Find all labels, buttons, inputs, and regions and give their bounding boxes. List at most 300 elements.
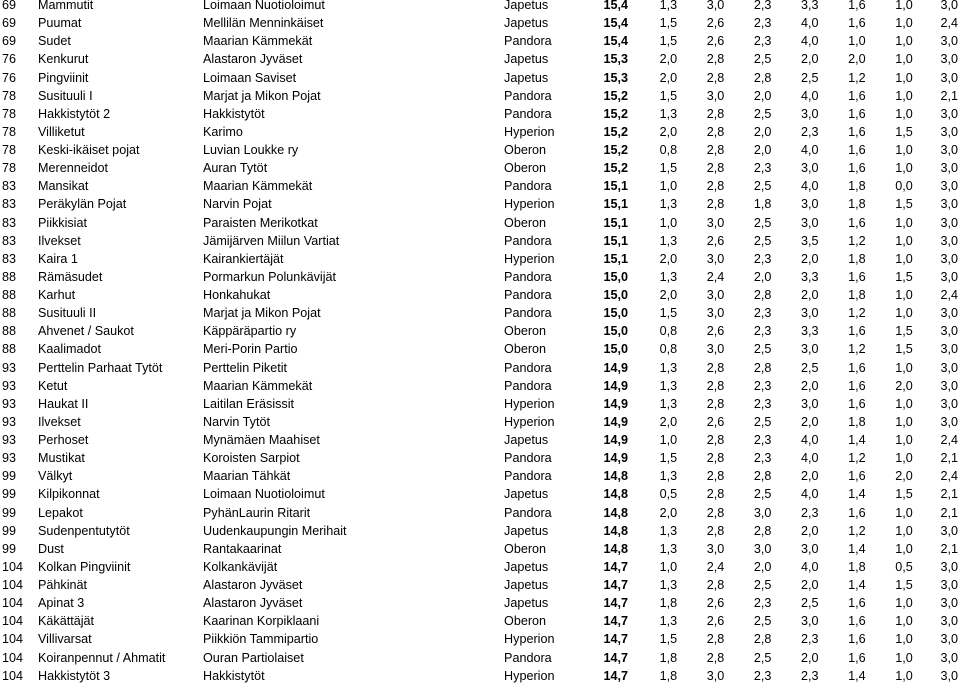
- rank-cell: 104: [2, 632, 24, 647]
- subcamp-cell: Pandora: [504, 360, 552, 375]
- team-name-cell: Perhoset: [38, 433, 89, 448]
- group-name-cell: Mellilän Menninkäiset: [203, 16, 324, 31]
- rank-cell: 93: [2, 451, 17, 466]
- score-cell-7: 3,0: [940, 269, 958, 284]
- score-cell-6: 1,0: [895, 414, 913, 429]
- score-cell-2: 2,8: [706, 487, 725, 502]
- group-name-cell: Käppäräpartio ry: [203, 324, 297, 339]
- score-cell-6: 2,0: [895, 469, 913, 484]
- score-cell-2: 3,0: [706, 541, 725, 556]
- subcamp-cell: Hyperion: [504, 414, 555, 429]
- group-name-cell: Piikkiön Tammipartio: [203, 632, 319, 647]
- score-cell-7: 3,0: [940, 215, 958, 230]
- score-cell-7: 2,1: [940, 541, 958, 556]
- score-cell-3: 2,3: [753, 433, 772, 448]
- score-cell-2: 3,0: [706, 342, 725, 357]
- score-cell-7: 3,0: [940, 197, 958, 212]
- team-name-cell: Villivarsat: [38, 632, 92, 647]
- team-name-cell: Sudenpentutytöt: [38, 523, 130, 538]
- rank-cell: 78: [2, 88, 17, 103]
- score-cell-7: 2,4: [940, 433, 958, 448]
- rank-cell: 93: [2, 396, 17, 411]
- score-cell-1: 2,0: [659, 124, 678, 139]
- score-cell-7: 3,0: [940, 143, 958, 158]
- score-cell-3: 2,3: [753, 451, 772, 466]
- total-score-cell: 15,1: [603, 215, 629, 230]
- team-name-cell: Kilpikonnat: [38, 487, 100, 502]
- score-cell-7: 3,0: [940, 342, 958, 357]
- score-cell-5: 1,0: [848, 34, 866, 49]
- score-cell-1: 1,5: [659, 88, 678, 103]
- score-cell-2: 2,8: [706, 505, 725, 520]
- total-score-cell: 14,8: [603, 541, 629, 556]
- score-cell-3: 2,8: [753, 288, 772, 303]
- score-cell-3: 2,3: [753, 0, 772, 13]
- score-cell-5: 1,6: [848, 469, 866, 484]
- table-row: [0, 340, 960, 358]
- total-score-cell: 15,2: [603, 88, 629, 103]
- score-cell-2: 2,8: [706, 143, 725, 158]
- score-cell-1: 1,3: [659, 269, 678, 284]
- score-cell-5: 1,6: [848, 632, 866, 647]
- score-cell-3: 2,5: [753, 578, 772, 593]
- total-score-cell: 14,7: [603, 668, 629, 683]
- group-name-cell: Kaarinan Korpiklaani: [203, 614, 320, 629]
- score-cell-1: 0,8: [659, 342, 678, 357]
- rank-cell: 83: [2, 197, 17, 212]
- score-cell-7: 3,0: [940, 70, 958, 85]
- score-cell-1: 0,8: [659, 324, 678, 339]
- score-cell-5: 1,2: [848, 342, 866, 357]
- team-name-cell: Koiranpennut / Ahmatit: [38, 650, 166, 665]
- group-name-cell: Marjat ja Mikon Pojat: [203, 88, 321, 103]
- table-row: [0, 0, 960, 14]
- table-row: [0, 467, 960, 485]
- subcamp-cell: Hyperion: [504, 668, 555, 683]
- total-score-cell: 14,7: [603, 559, 629, 574]
- subcamp-cell: Pandora: [504, 106, 552, 121]
- score-cell-7: 2,1: [940, 88, 958, 103]
- team-name-cell: Haukat II: [38, 396, 89, 411]
- team-name-cell: Kaalimadot: [38, 342, 102, 357]
- table-row: [0, 177, 960, 195]
- score-cell-2: 2,8: [706, 632, 725, 647]
- score-cell-6: 1,0: [895, 596, 913, 611]
- rank-cell: 69: [2, 0, 17, 13]
- team-name-cell: Pingviinit: [38, 70, 89, 85]
- group-name-cell: Uudenkaupungin Merihait: [203, 523, 347, 538]
- total-score-cell: 14,9: [603, 414, 629, 429]
- score-cell-7: 3,0: [940, 559, 958, 574]
- score-cell-6: 1,0: [895, 34, 913, 49]
- score-cell-4: 4,0: [801, 179, 819, 194]
- score-cell-1: 1,3: [659, 360, 678, 375]
- score-cell-6: 1,0: [895, 396, 913, 411]
- score-cell-4: 2,5: [801, 596, 819, 611]
- total-score-cell: 14,8: [603, 523, 629, 538]
- rank-cell: 83: [2, 233, 17, 248]
- score-cell-4: 4,0: [801, 433, 819, 448]
- score-cell-2: 2,4: [706, 559, 725, 574]
- rank-cell: 93: [2, 414, 17, 429]
- score-cell-1: 1,5: [659, 632, 678, 647]
- team-name-cell: Susituuli I: [38, 88, 93, 103]
- score-cell-3: 3,0: [753, 541, 772, 556]
- rank-cell: 104: [2, 596, 24, 611]
- score-cell-2: 2,8: [706, 578, 725, 593]
- score-cell-7: 2,1: [940, 487, 958, 502]
- subcamp-cell: Pandora: [504, 378, 552, 393]
- rank-cell: 99: [2, 487, 17, 502]
- table-row: [0, 69, 960, 87]
- score-cell-6: 1,0: [895, 360, 913, 375]
- table-row: [0, 522, 960, 540]
- score-cell-7: 3,0: [940, 306, 958, 321]
- score-cell-3: 2,8: [753, 70, 772, 85]
- score-cell-2: 3,0: [706, 88, 725, 103]
- total-score-cell: 15,2: [603, 124, 629, 139]
- score-cell-4: 2,3: [801, 505, 819, 520]
- score-cell-2: 2,6: [706, 16, 725, 31]
- subcamp-cell: Oberon: [504, 342, 547, 357]
- rank-cell: 104: [2, 650, 24, 665]
- score-cell-1: 1,0: [659, 179, 678, 194]
- score-cell-7: 3,0: [940, 578, 958, 593]
- table-row: [0, 377, 960, 395]
- total-score-cell: 15,0: [603, 342, 629, 357]
- score-cell-6: 1,0: [895, 306, 913, 321]
- score-cell-3: 2,5: [753, 179, 772, 194]
- score-cell-6: 1,0: [895, 88, 913, 103]
- team-name-cell: Peräkylän Pojat: [38, 197, 127, 212]
- score-cell-2: 2,8: [706, 161, 725, 176]
- subcamp-cell: Japetus: [504, 70, 549, 85]
- table-row: [0, 250, 960, 268]
- score-cell-4: 2,3: [801, 668, 819, 683]
- group-name-cell: Maarian Kämmekät: [203, 378, 313, 393]
- table-row: [0, 558, 960, 576]
- total-score-cell: 15,4: [603, 34, 629, 49]
- team-name-cell: Lepakot: [38, 505, 83, 520]
- score-cell-6: 1,0: [895, 668, 913, 683]
- rank-cell: 104: [2, 668, 24, 683]
- score-cell-2: 2,8: [706, 451, 725, 466]
- total-score-cell: 15,2: [603, 143, 629, 158]
- score-cell-6: 1,0: [895, 541, 913, 556]
- table-row: [0, 214, 960, 232]
- score-cell-1: 2,0: [659, 251, 678, 266]
- score-cell-2: 2,6: [706, 614, 725, 629]
- rank-cell: 83: [2, 179, 17, 194]
- score-cell-6: 1,5: [895, 197, 913, 212]
- subcamp-cell: Hyperion: [504, 197, 555, 212]
- score-cell-6: 1,5: [895, 342, 913, 357]
- group-name-cell: Kolkankävijät: [203, 559, 278, 574]
- score-cell-4: 3,5: [801, 233, 819, 248]
- score-cell-7: 3,0: [940, 632, 958, 647]
- table-row: [0, 141, 960, 159]
- score-cell-6: 1,0: [895, 161, 913, 176]
- score-cell-5: 1,6: [848, 378, 866, 393]
- total-score-cell: 14,9: [603, 433, 629, 448]
- rank-cell: 78: [2, 106, 17, 121]
- score-cell-7: 3,0: [940, 251, 958, 266]
- score-cell-5: 1,8: [848, 197, 866, 212]
- table-row: [0, 232, 960, 250]
- score-cell-4: 2,3: [801, 632, 819, 647]
- group-name-cell: Maarian Kämmekät: [203, 34, 313, 49]
- table-row: [0, 395, 960, 413]
- score-cell-3: 2,0: [753, 143, 772, 158]
- score-cell-2: 2,8: [706, 179, 725, 194]
- score-cell-1: 2,0: [659, 288, 678, 303]
- score-cell-2: 3,0: [706, 288, 725, 303]
- group-name-cell: Kairankiertäjät: [203, 251, 284, 266]
- score-cell-2: 3,0: [706, 0, 725, 13]
- score-cell-2: 3,0: [706, 668, 725, 683]
- score-cell-6: 1,0: [895, 215, 913, 230]
- score-cell-5: 1,6: [848, 650, 866, 665]
- score-cell-4: 2,0: [801, 650, 819, 665]
- score-cell-5: 1,6: [848, 269, 866, 284]
- score-cell-1: 1,3: [659, 106, 678, 121]
- team-name-cell: Kaira 1: [38, 251, 78, 266]
- score-cell-4: 2,0: [801, 469, 819, 484]
- score-cell-6: 1,0: [895, 632, 913, 647]
- score-cell-2: 2,6: [706, 414, 725, 429]
- score-cell-3: 2,5: [753, 650, 772, 665]
- rank-cell: 99: [2, 541, 17, 556]
- score-cell-5: 1,6: [848, 215, 866, 230]
- score-cell-5: 1,6: [848, 614, 866, 629]
- total-score-cell: 14,7: [603, 632, 629, 647]
- score-cell-4: 2,3: [801, 124, 819, 139]
- score-cell-7: 3,0: [940, 414, 958, 429]
- score-cell-1: 1,8: [659, 596, 678, 611]
- score-cell-5: 1,8: [848, 288, 866, 303]
- score-cell-7: 3,0: [940, 0, 958, 13]
- score-cell-4: 3,0: [801, 396, 819, 411]
- team-name-cell: Piikkisiat: [38, 215, 87, 230]
- rank-cell: 78: [2, 161, 17, 176]
- score-cell-6: 1,0: [895, 16, 913, 31]
- table-row: [0, 485, 960, 503]
- score-cell-1: 1,3: [659, 0, 678, 13]
- table-row: [0, 286, 960, 304]
- score-cell-6: 1,0: [895, 106, 913, 121]
- table-row: [0, 612, 960, 630]
- table-row: [0, 504, 960, 522]
- score-cell-5: 1,8: [848, 251, 866, 266]
- table-row: [0, 359, 960, 377]
- group-name-cell: Karimo: [203, 124, 243, 139]
- group-name-cell: Luvian Loukke ry: [203, 143, 299, 158]
- team-name-cell: Sudet: [38, 34, 71, 49]
- score-cell-3: 2,5: [753, 215, 772, 230]
- score-cell-5: 1,2: [848, 451, 866, 466]
- team-name-cell: Ketut: [38, 378, 68, 393]
- group-name-cell: Honkahukat: [203, 288, 271, 303]
- score-cell-1: 1,5: [659, 451, 678, 466]
- table-row: [0, 268, 960, 286]
- score-cell-7: 3,0: [940, 668, 958, 683]
- group-name-cell: Paraisten Merikotkat: [203, 215, 318, 230]
- rank-cell: 78: [2, 124, 17, 139]
- score-cell-7: 3,0: [940, 52, 958, 67]
- group-name-cell: Hakkistytöt: [203, 106, 265, 121]
- total-score-cell: 14,8: [603, 505, 629, 520]
- table-row: [0, 576, 960, 594]
- total-score-cell: 15,1: [603, 179, 629, 194]
- table-row: [0, 50, 960, 68]
- total-score-cell: 15,0: [603, 306, 629, 321]
- subcamp-cell: Pandora: [504, 233, 552, 248]
- rank-cell: 78: [2, 143, 17, 158]
- table-row: [0, 195, 960, 213]
- team-name-cell: Kolkan Pingviinit: [38, 559, 131, 574]
- table-row: [0, 32, 960, 50]
- table-row: [0, 413, 960, 431]
- subcamp-cell: Japetus: [504, 596, 549, 611]
- subcamp-cell: Japetus: [504, 559, 549, 574]
- score-cell-2: 2,8: [706, 378, 725, 393]
- score-cell-4: 2,5: [801, 70, 819, 85]
- subcamp-cell: Oberon: [504, 614, 547, 629]
- total-score-cell: 14,7: [603, 650, 629, 665]
- score-cell-7: 3,0: [940, 161, 958, 176]
- score-cell-6: 1,5: [895, 578, 913, 593]
- team-name-cell: Välkyt: [38, 469, 73, 484]
- subcamp-cell: Pandora: [504, 306, 552, 321]
- score-cell-3: 2,8: [753, 360, 772, 375]
- group-name-cell: Loimaan Nuotioloimut: [203, 487, 325, 502]
- total-score-cell: 14,9: [603, 396, 629, 411]
- score-cell-1: 1,0: [659, 433, 678, 448]
- score-cell-3: 2,3: [753, 161, 772, 176]
- rank-cell: 83: [2, 251, 17, 266]
- score-cell-4: 3,0: [801, 215, 819, 230]
- score-cell-5: 1,6: [848, 0, 866, 13]
- total-score-cell: 15,0: [603, 269, 629, 284]
- score-cell-3: 2,5: [753, 52, 772, 67]
- team-name-cell: Hakkistytöt 3: [38, 668, 111, 683]
- subcamp-cell: Oberon: [504, 215, 547, 230]
- score-cell-1: 1,3: [659, 197, 678, 212]
- score-cell-4: 4,0: [801, 88, 819, 103]
- score-cell-5: 1,2: [848, 523, 866, 538]
- total-score-cell: 15,2: [603, 161, 629, 176]
- rank-cell: 99: [2, 523, 17, 538]
- group-name-cell: Koroisten Sarpiot: [203, 451, 300, 466]
- total-score-cell: 15,0: [603, 288, 629, 303]
- score-cell-7: 3,0: [940, 614, 958, 629]
- subcamp-cell: Japetus: [504, 0, 549, 13]
- score-cell-7: 3,0: [940, 396, 958, 411]
- total-score-cell: 14,9: [603, 378, 629, 393]
- score-cell-7: 3,0: [940, 106, 958, 121]
- score-cell-6: 1,0: [895, 451, 913, 466]
- score-cell-4: 3,3: [801, 269, 819, 284]
- score-cell-2: 2,8: [706, 124, 725, 139]
- score-cell-6: 1,0: [895, 650, 913, 665]
- score-cell-6: 1,0: [895, 0, 913, 13]
- total-score-cell: 15,1: [603, 251, 629, 266]
- rank-cell: 104: [2, 559, 24, 574]
- score-cell-4: 3,0: [801, 342, 819, 357]
- score-cell-6: 1,5: [895, 269, 913, 284]
- score-cell-7: 3,0: [940, 124, 958, 139]
- score-cell-1: 1,3: [659, 233, 678, 248]
- score-cell-5: 1,6: [848, 360, 866, 375]
- subcamp-cell: Hyperion: [504, 396, 555, 411]
- team-name-cell: Rämäsudet: [38, 269, 103, 284]
- total-score-cell: 14,8: [603, 469, 629, 484]
- subcamp-cell: Japetus: [504, 16, 549, 31]
- score-cell-4: 2,0: [801, 378, 819, 393]
- score-cell-3: 2,0: [753, 124, 772, 139]
- subcamp-cell: Japetus: [504, 523, 549, 538]
- total-score-cell: 15,3: [603, 52, 629, 67]
- group-name-cell: Jämijärven Miilun Vartiat: [203, 233, 340, 248]
- subcamp-cell: Pandora: [504, 650, 552, 665]
- score-cell-6: 1,0: [895, 505, 913, 520]
- score-cell-6: 1,0: [895, 233, 913, 248]
- score-cell-3: 2,3: [753, 16, 772, 31]
- score-cell-7: 2,4: [940, 16, 958, 31]
- subcamp-cell: Pandora: [504, 269, 552, 284]
- score-cell-2: 2,8: [706, 52, 725, 67]
- subcamp-cell: Oberon: [504, 324, 547, 339]
- score-cell-2: 2,6: [706, 324, 725, 339]
- score-cell-2: 2,8: [706, 469, 725, 484]
- group-name-cell: Ouran Partiolaiset: [203, 650, 304, 665]
- score-cell-7: 3,0: [940, 650, 958, 665]
- team-name-cell: Keski-ikäiset pojat: [38, 143, 140, 158]
- score-cell-2: 2,8: [706, 433, 725, 448]
- subcamp-cell: Oberon: [504, 161, 547, 176]
- team-name-cell: Susituuli II: [38, 306, 97, 321]
- team-name-cell: Kenkurut: [38, 52, 89, 67]
- score-cell-4: 2,0: [801, 251, 819, 266]
- group-name-cell: Loimaan Saviset: [203, 70, 297, 85]
- score-cell-5: 1,8: [848, 559, 866, 574]
- score-cell-3: 2,0: [753, 269, 772, 284]
- total-score-cell: 14,7: [603, 578, 629, 593]
- score-cell-5: 1,8: [848, 414, 866, 429]
- table-row: [0, 630, 960, 648]
- subcamp-cell: Japetus: [504, 578, 549, 593]
- score-cell-5: 1,6: [848, 596, 866, 611]
- subcamp-cell: Hyperion: [504, 632, 555, 647]
- team-name-cell: Hakkistytöt 2: [38, 106, 111, 121]
- table-row: [0, 667, 960, 685]
- total-score-cell: 15,1: [603, 197, 629, 212]
- score-cell-4: 2,5: [801, 360, 819, 375]
- score-cell-4: 2,0: [801, 288, 819, 303]
- score-cell-3: 2,3: [753, 396, 772, 411]
- score-cell-1: 2,0: [659, 414, 678, 429]
- subcamp-cell: Pandora: [504, 34, 552, 49]
- total-score-cell: 15,3: [603, 70, 629, 85]
- score-cell-1: 1,0: [659, 215, 678, 230]
- score-cell-5: 1,6: [848, 505, 866, 520]
- score-cell-5: 1,4: [848, 668, 866, 683]
- score-cell-2: 3,0: [706, 306, 725, 321]
- score-cell-6: 1,0: [895, 288, 913, 303]
- rank-cell: 69: [2, 34, 17, 49]
- group-name-cell: Maarian Tähkät: [203, 469, 291, 484]
- score-cell-5: 1,6: [848, 106, 866, 121]
